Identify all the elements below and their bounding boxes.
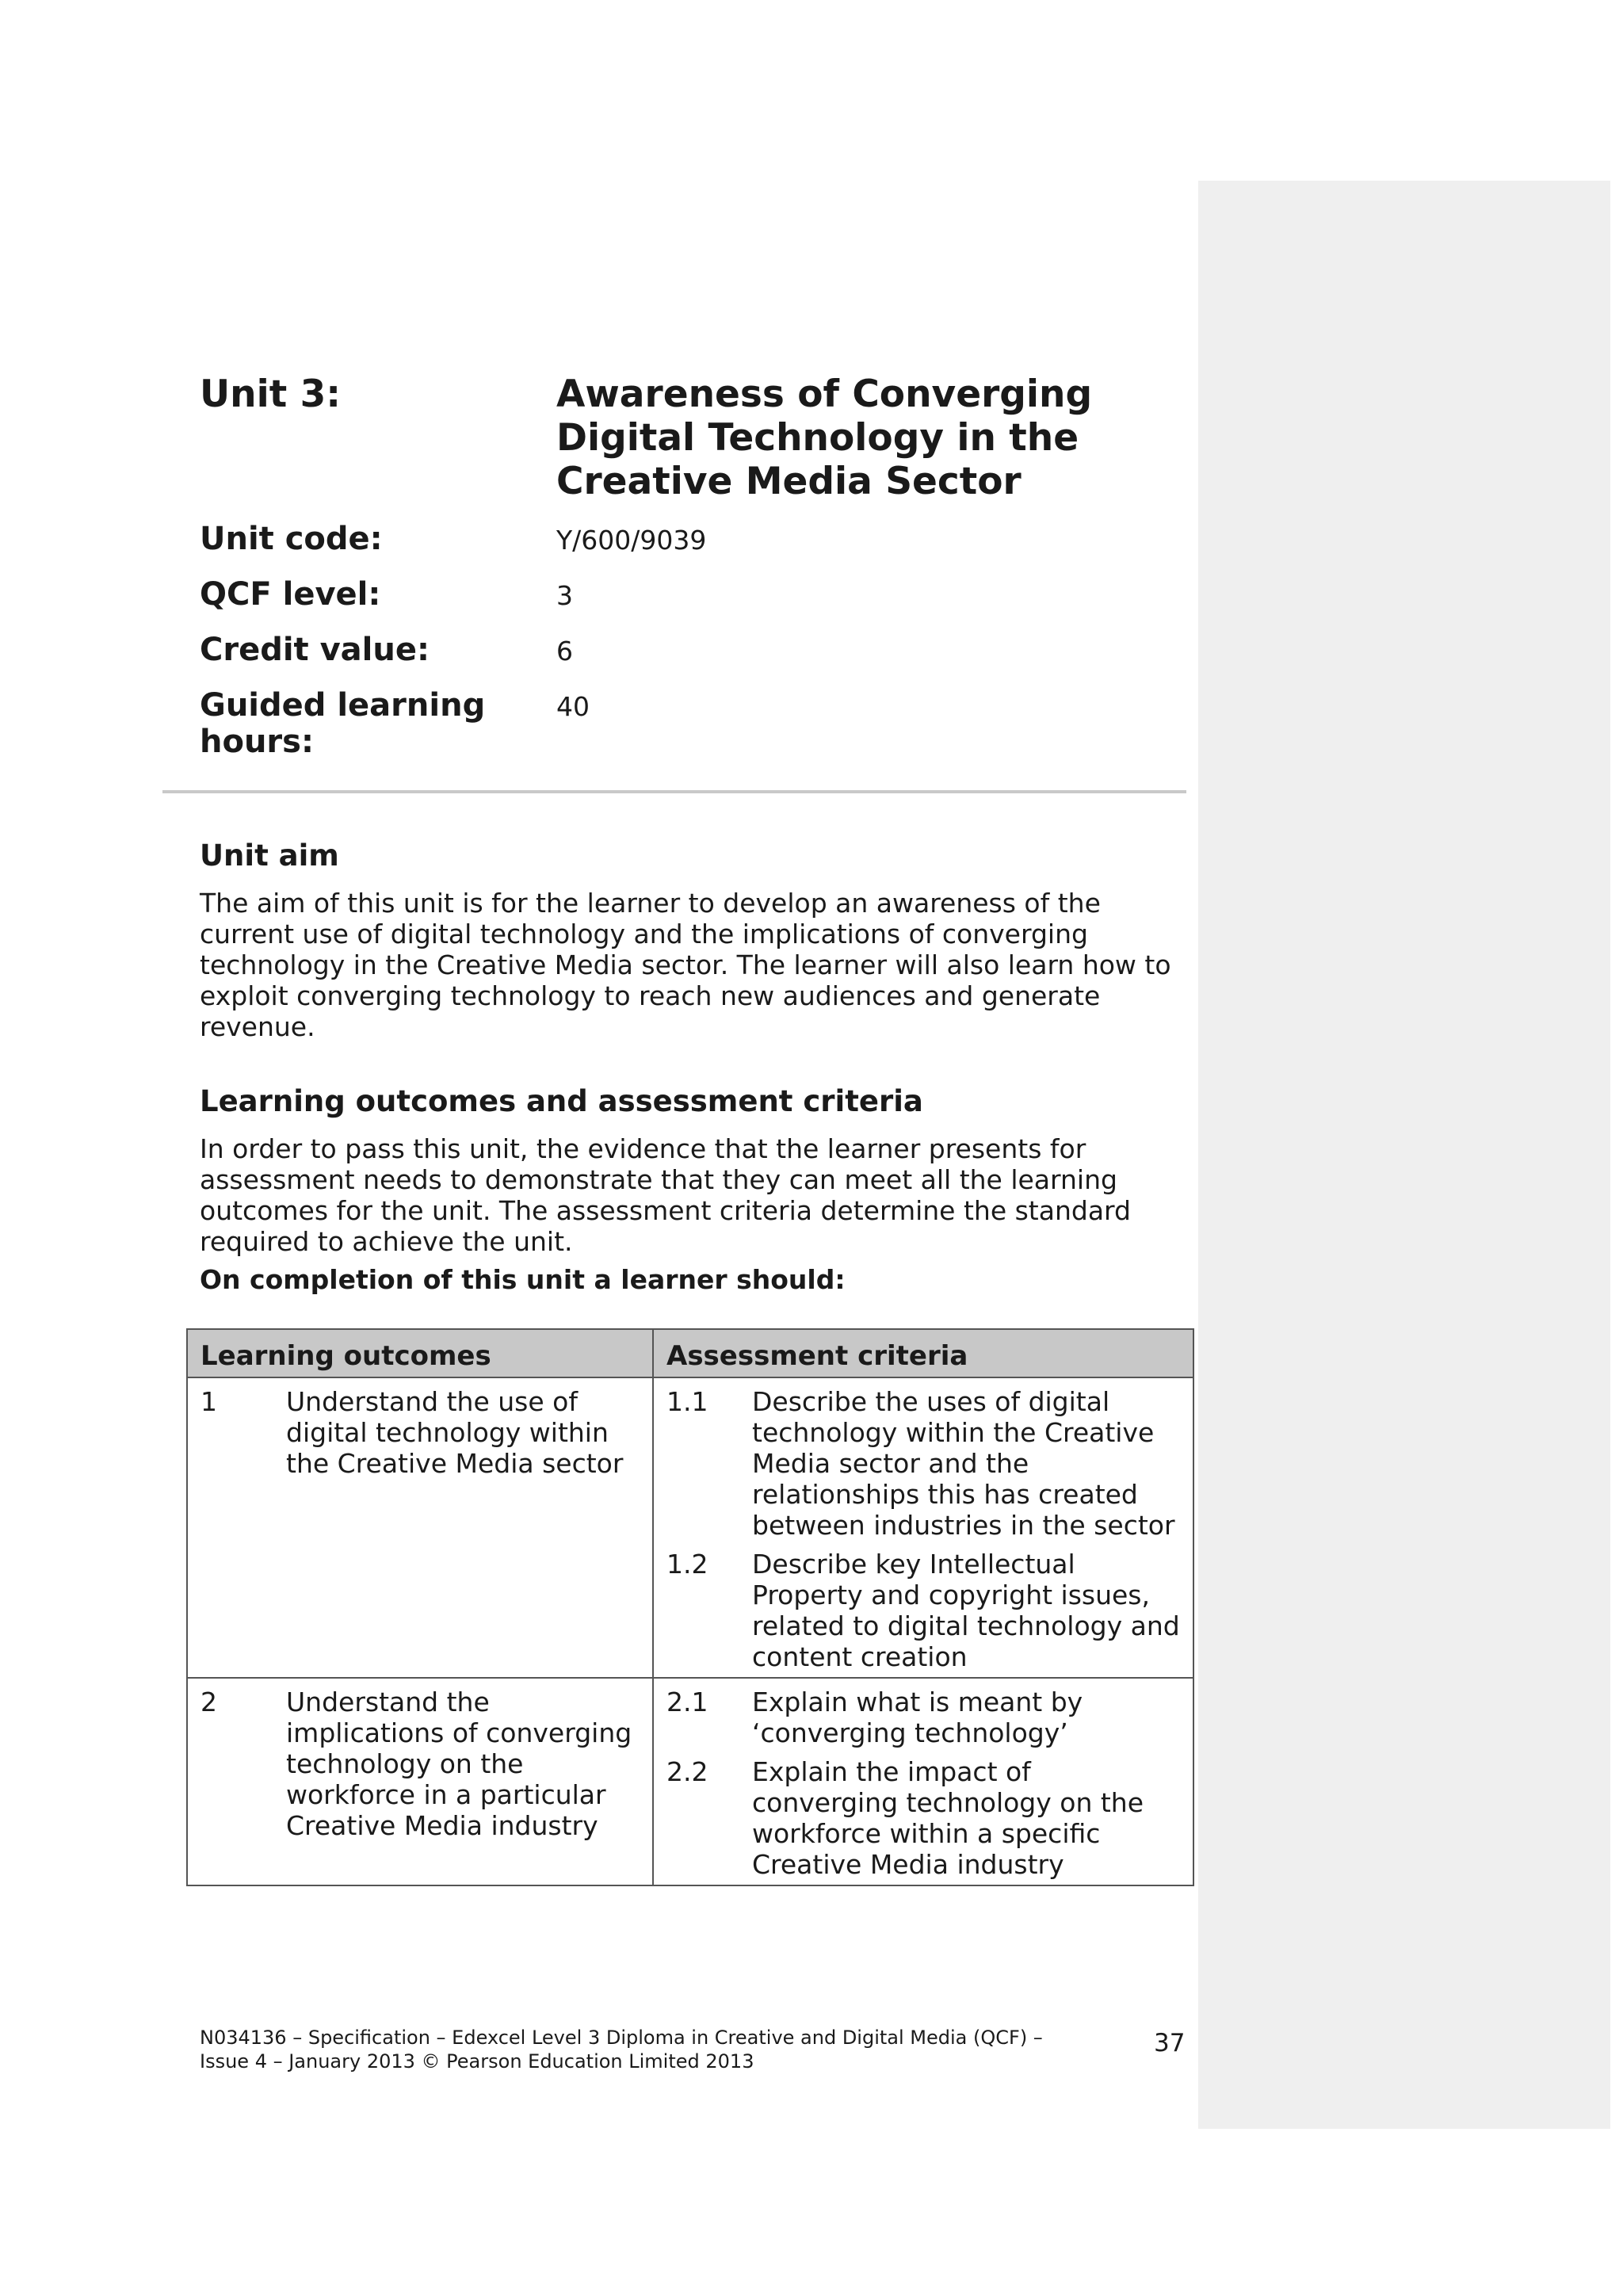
criterion-item bbox=[666, 1386, 1182, 1541]
page-footer bbox=[200, 2026, 1071, 2073]
table-row bbox=[187, 1678, 1193, 1885]
outcome-text: Understand the implications of converging technology on the workforce in a particular Creative Media industry bbox=[286, 1687, 632, 1841]
unit-aim-text: The aim of this unit is for the learner to develop an awareness of the current use of digital technology and the implications of converging technology in the Creative Media sector. The learner will also learn how to exploit converging technology to reach new audiences and generate revenue. bbox=[200, 888, 1171, 1042]
outcomes-intro-text: In order to pass this unit, the evidence that the learner presents for assessment needs to demonstrate that they can meet all the learning outcomes for the unit. The assessment criteria determine the standard required to achieve the unit. bbox=[200, 1133, 1131, 1257]
criterion-number: 1.2 bbox=[666, 1549, 708, 1580]
guided-hours-row bbox=[200, 687, 1190, 760]
outcome-number: 2 bbox=[200, 1687, 217, 1717]
unit-aim-heading: Unit aim bbox=[200, 839, 339, 873]
meta-value: 40 bbox=[556, 691, 590, 722]
meta-label: Credit value: bbox=[200, 632, 430, 668]
outcomes-table bbox=[186, 1328, 1194, 1886]
column-header-outcomes: Learning outcomes bbox=[187, 1329, 653, 1377]
assessment-criteria-cell bbox=[653, 1678, 1193, 1885]
unit-title: Awareness of Converging Digital Technology in the Creative Media Sector bbox=[556, 372, 1093, 503]
column-header-criteria: Assessment criteria bbox=[653, 1329, 1193, 1377]
meta-label: Guided learning hours: bbox=[200, 687, 486, 760]
table-header-row bbox=[187, 1329, 1193, 1377]
criterion-item bbox=[666, 1549, 1182, 1672]
learning-outcome-cell bbox=[187, 1678, 653, 1885]
criterion-number: 1.1 bbox=[666, 1386, 708, 1417]
comment-margin-panel bbox=[1198, 181, 1610, 2129]
unit-number: Unit 3: bbox=[200, 372, 342, 416]
completion-statement: On completion of this unit a learner should: bbox=[200, 1264, 846, 1295]
unit-code-row bbox=[200, 521, 1190, 576]
section-divider bbox=[162, 790, 1186, 793]
meta-label: QCF level: bbox=[200, 576, 381, 613]
unit-header bbox=[200, 372, 1190, 760]
criterion-text: Explain what is meant by ‘converging technology’ bbox=[752, 1687, 1083, 1748]
criterion-item bbox=[666, 1687, 1182, 1748]
criterion-text: Describe the uses of digital technology within the Creative Media sector and the relationships this has created between industries in the sector bbox=[752, 1386, 1175, 1541]
outcome-text: Understand the use of digital technology within the Creative Media sector bbox=[286, 1386, 624, 1479]
table-row bbox=[187, 1377, 1193, 1678]
criterion-number: 2.2 bbox=[666, 1756, 708, 1787]
credit-value-row bbox=[200, 632, 1190, 687]
meta-value: Y/600/9039 bbox=[556, 525, 707, 556]
criterion-text: Explain the impact of converging technology on the workforce within a specific Creative Media industry bbox=[752, 1756, 1144, 1880]
meta-label: Unit code: bbox=[200, 521, 383, 557]
qcf-level-row bbox=[200, 576, 1190, 632]
criterion-text: Describe key Intellectual Property and copyright issues, related to digital technology and content creation bbox=[752, 1549, 1180, 1672]
footer-line: N034136 – Specification – Edexcel Level 3 Diploma in Creative and Digital Media (QCF) – bbox=[200, 2027, 1043, 2049]
outcomes-heading: Learning outcomes and assessment criteria bbox=[200, 1084, 923, 1118]
learning-outcome-cell bbox=[187, 1377, 653, 1678]
meta-value: 3 bbox=[556, 580, 573, 611]
assessment-criteria-cell bbox=[653, 1377, 1193, 1678]
outcome-number: 1 bbox=[200, 1386, 217, 1417]
page-number: 37 bbox=[1154, 2029, 1186, 2057]
unit-title-row bbox=[200, 372, 1190, 503]
footer-line: Issue 4 – January 2013 © Pearson Education Limited 2013 bbox=[200, 2050, 754, 2073]
criterion-number: 2.1 bbox=[666, 1687, 708, 1717]
criterion-item bbox=[666, 1756, 1182, 1880]
meta-value: 6 bbox=[556, 636, 573, 667]
